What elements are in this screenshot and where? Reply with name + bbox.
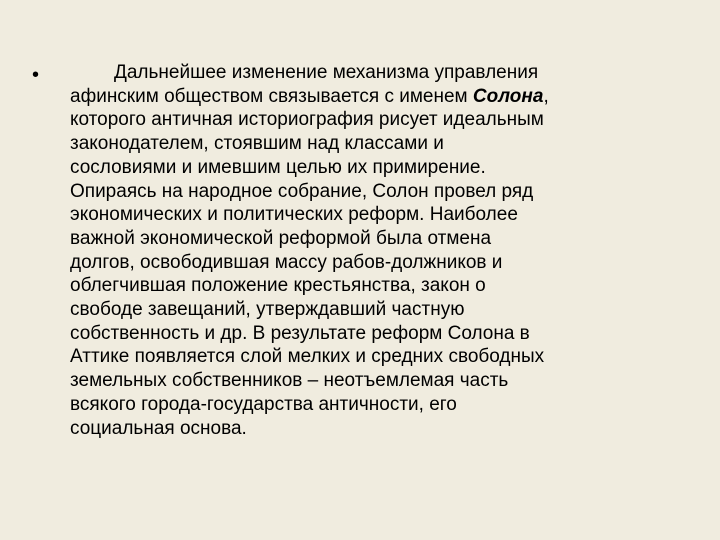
body-paragraph — [70, 61, 690, 440]
paragraph-line-1-text: Дальнейшее изменение механизма управления — [114, 62, 539, 83]
paragraph-line-10: облегчившая положение крестьянства, закон о — [70, 275, 486, 297]
paragraph-line-13: Аттике появляется слой мелких и средних свободных — [70, 346, 545, 368]
paragraph-line-2-text: афинским обществом связывается с именем — [70, 85, 473, 107]
paragraph-line-3: которого античная историография рисует идеальным — [70, 109, 544, 131]
paragraph-line-14: земельных собственников – неотъемлемая часть — [70, 370, 509, 392]
paragraph-line-1 — [70, 61, 690, 85]
emphasized-name: Солона — [472, 85, 544, 107]
paragraph-line-15: всякого города-государства античности, его — [70, 393, 457, 415]
paragraph-line-4: законодателем, стоявшим над классами и — [70, 133, 444, 155]
paragraph-line-2 — [70, 85, 690, 109]
paragraph-line-7: экономических и политических реформ. Наиболее — [70, 204, 518, 226]
paragraph-line-5: сословиями и имевшим целью их примирение. — [70, 156, 486, 178]
paragraph-line-12: собственность и др. В результате реформ Солона в — [70, 322, 530, 344]
paragraph-line-16: социальная основа. — [70, 417, 247, 439]
paragraph-line-6: Опираясь на народное собрание, Солон провел ряд — [70, 180, 534, 202]
paragraph-line-8: важной экономической реформой была отмена — [70, 227, 492, 249]
bullet-point: • — [32, 64, 40, 86]
paragraph-line-11: свободе завещаний, утверждавший частную — [70, 299, 465, 321]
emphasis-suffix: , — [543, 85, 549, 107]
paragraph-line-9: долгов, освободившая массу рабов-должников и — [70, 251, 503, 273]
